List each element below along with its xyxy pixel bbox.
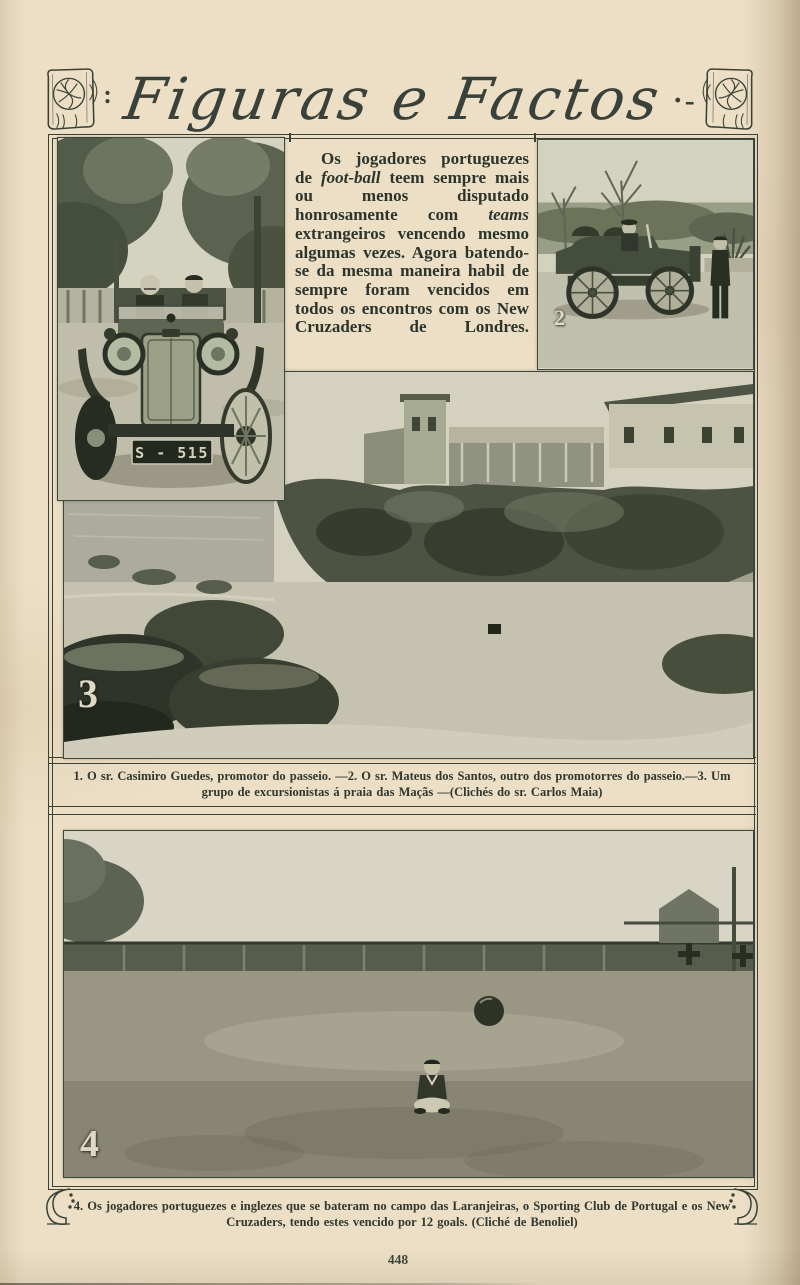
caption-excursion: 1. O sr. Casimiro Guedes, promotor do passeio. —2. O sr. Mateus dos Santos, outro dos promotorres do passeio.—3. Um grupo de excursionistas á praia das Maçãs —(Clichés do sr. Carlos Maia): [73, 769, 731, 799]
photo-car-side: [537, 139, 754, 370]
photo-number-3: 3: [78, 671, 98, 716]
intro-text: Os jogadores portuguezes de: [295, 149, 529, 187]
photo-football-teams: [63, 830, 754, 1178]
license-plate-text: S - 515: [135, 444, 209, 462]
page-title: Figuras e Factos: [119, 65, 667, 133]
intro-text: extrangeiros vencendo mesmo algumas vezes. Agora batendo-se da mesma maneira habil de sempre foram vencidos em todos os encontros com os New Cruzaders de Londres.: [295, 223, 529, 337]
intro-paragraph: [295, 150, 529, 337]
page-number: 448: [387, 1252, 409, 1267]
floral-ornament-right-icon: [702, 66, 758, 132]
divider-rule-bottom: [48, 806, 756, 815]
intro-text: teem sempre mais ou menos disputado honrosamente com: [295, 167, 530, 225]
intro-italic-teams: teams: [488, 205, 529, 225]
title-row: [98, 65, 702, 133]
intro-italic-football: foot-ball: [321, 167, 381, 187]
title-prefix: :: [103, 80, 113, 109]
title-flourish: ·-: [672, 84, 697, 117]
photo-number-4: 4: [80, 1123, 99, 1165]
photo-number-2: 2: [554, 305, 565, 330]
frame-joint-tick: [534, 133, 536, 142]
floral-ornament-left-icon: [42, 66, 98, 132]
frame-joint-tick: [289, 133, 291, 142]
photo-car-front: [57, 137, 285, 501]
caption-football: 4. Os jogadores portuguezes e inglezes que se bateram no campo das Laranjeiras, o Sporting Club de Portugal e os New Cruzaders, tendo estes vencido por 12 goals. (Cliché de Benoliel): [73, 1199, 731, 1229]
page-header: [42, 62, 758, 136]
